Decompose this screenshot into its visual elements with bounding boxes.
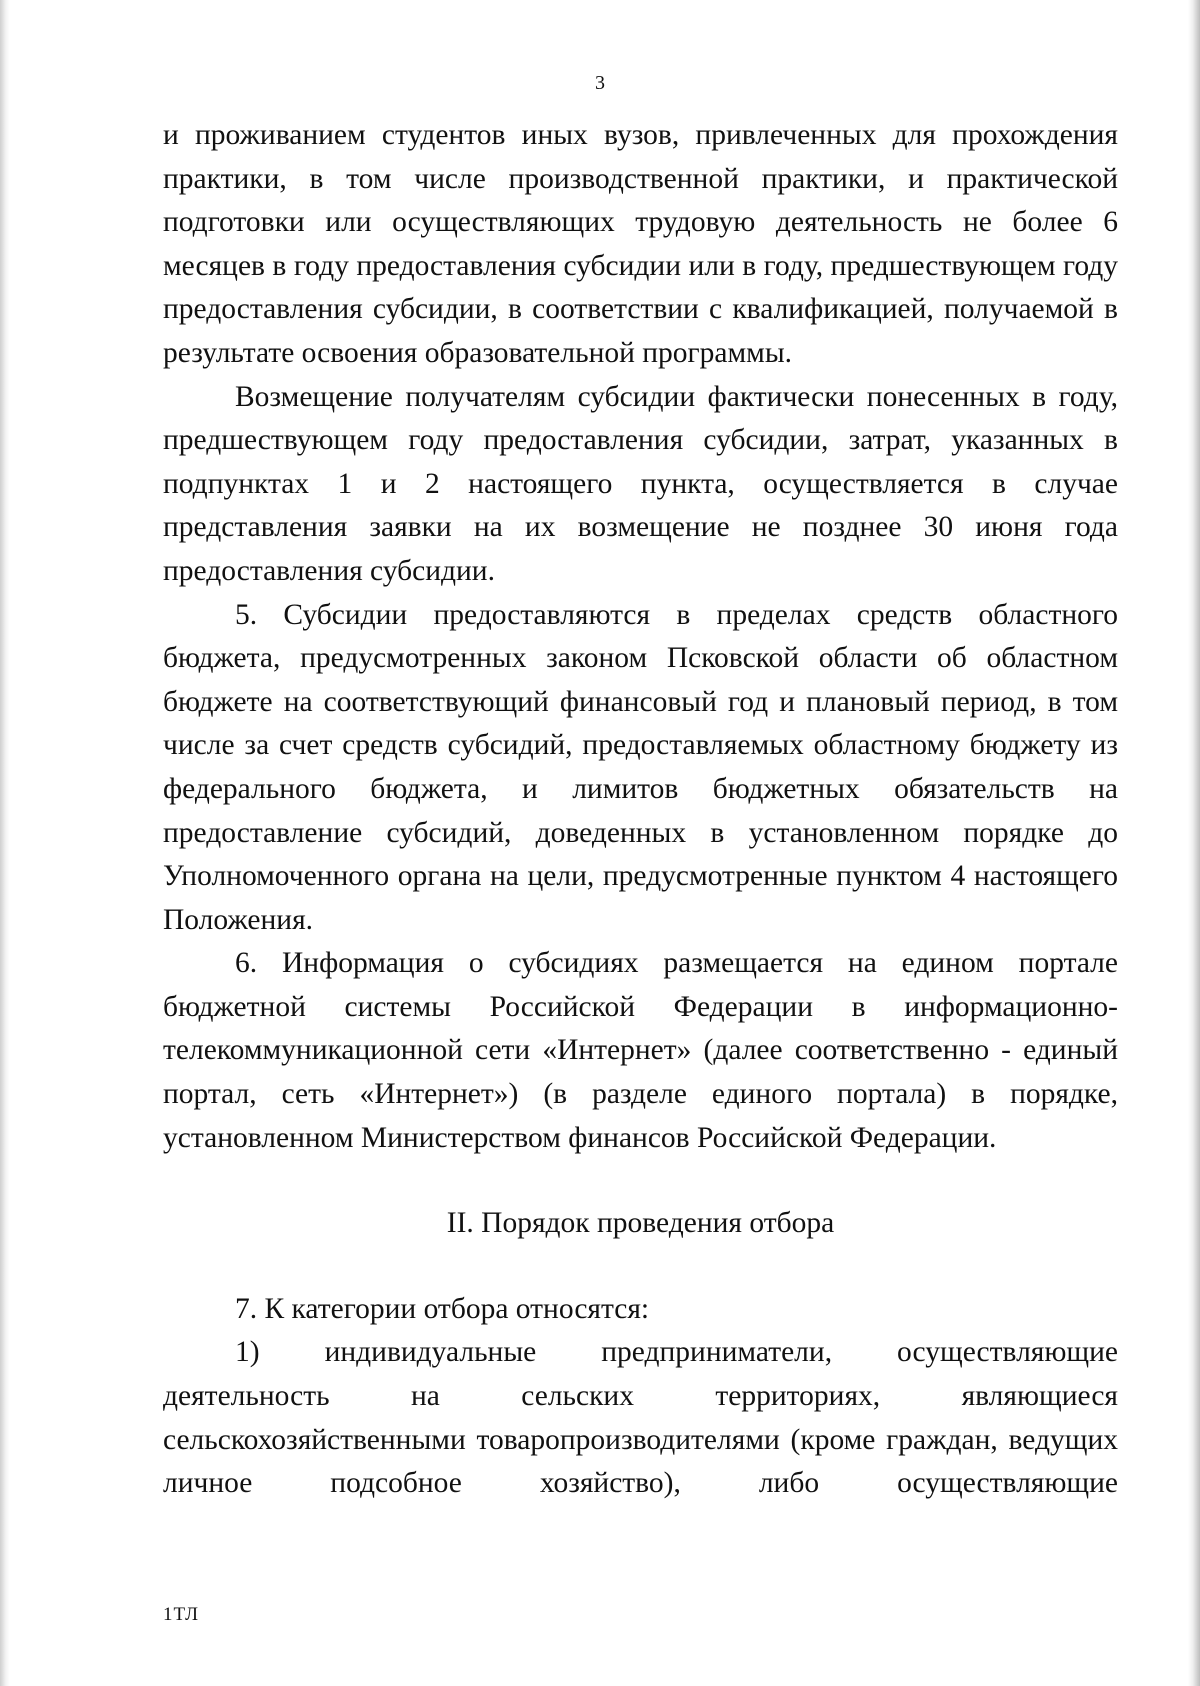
paragraph-reimbursement: Возмещение получателям субсидии фактически понесенных в году, предшествующем году предоставления субсидии, затрат, указанных в подпунктах 1 и 2 настоящего пункта, осуществляется в случае представления заявки на их возмещение не позднее 30 июня года предоставления субсидии. xyxy=(163,380,1118,587)
page-number: 3 xyxy=(595,72,605,94)
scan-edge-right xyxy=(1188,0,1200,1686)
paragraph-item-6: 6. Информация о субсидиях размещается на едином портале бюджетной системы Российской Федерации в информационно-телекоммуникационной сети «Интернет» (далее соответственно - единый портал, сеть «Интернет») (в разделе единого портала) в порядке, установленном Министерством финансов Российской Федерации. xyxy=(163,947,1118,1154)
document-body xyxy=(163,114,1118,1506)
paragraph-item-5: 5. Субсидии предоставляются в пределах средств областного бюджета, предусмотренных законом Псковской области об областном бюджете на соответствующий финансовый год и плановый период, в том числе за счет средств субсидий, предоставляемых областному бюджету из федерального бюджета, и лимитов бюджетных обязательств на предоставление субсидий, доведенных в установленном порядке до Уполномоченного органа на цели, предусмотренные пунктом 4 настоящего Положения. xyxy=(163,598,1118,936)
footer-mark: 1ТЛ xyxy=(163,1604,200,1625)
paragraph-subitem-1: 1) индивидуальные предприниматели, осуществляющие деятельность на сельских территориях, являющиеся сельскохозяйственными товаропроизводителями (кроме граждан, ведущих личное подсобное хозяйство), либо осуществляющие xyxy=(163,1336,1118,1500)
scan-edge-left xyxy=(0,0,10,1686)
paragraph-item-7: 7. К категории отбора относятся: xyxy=(235,1292,650,1325)
paragraph-continuation: и проживанием студентов иных вузов, привлеченных для прохождения практики, в том числе производственной практики, и практической подготовки или осуществляющих трудовую деятельность не более 6 месяцев в году предоставления субсидии или в году, предшествующем году предоставления субсидии, в соответствии с квалификацией, получаемой в результате освоения образовательной программы. xyxy=(163,119,1118,369)
section-heading: II. Порядок проведения отбора xyxy=(446,1207,835,1240)
